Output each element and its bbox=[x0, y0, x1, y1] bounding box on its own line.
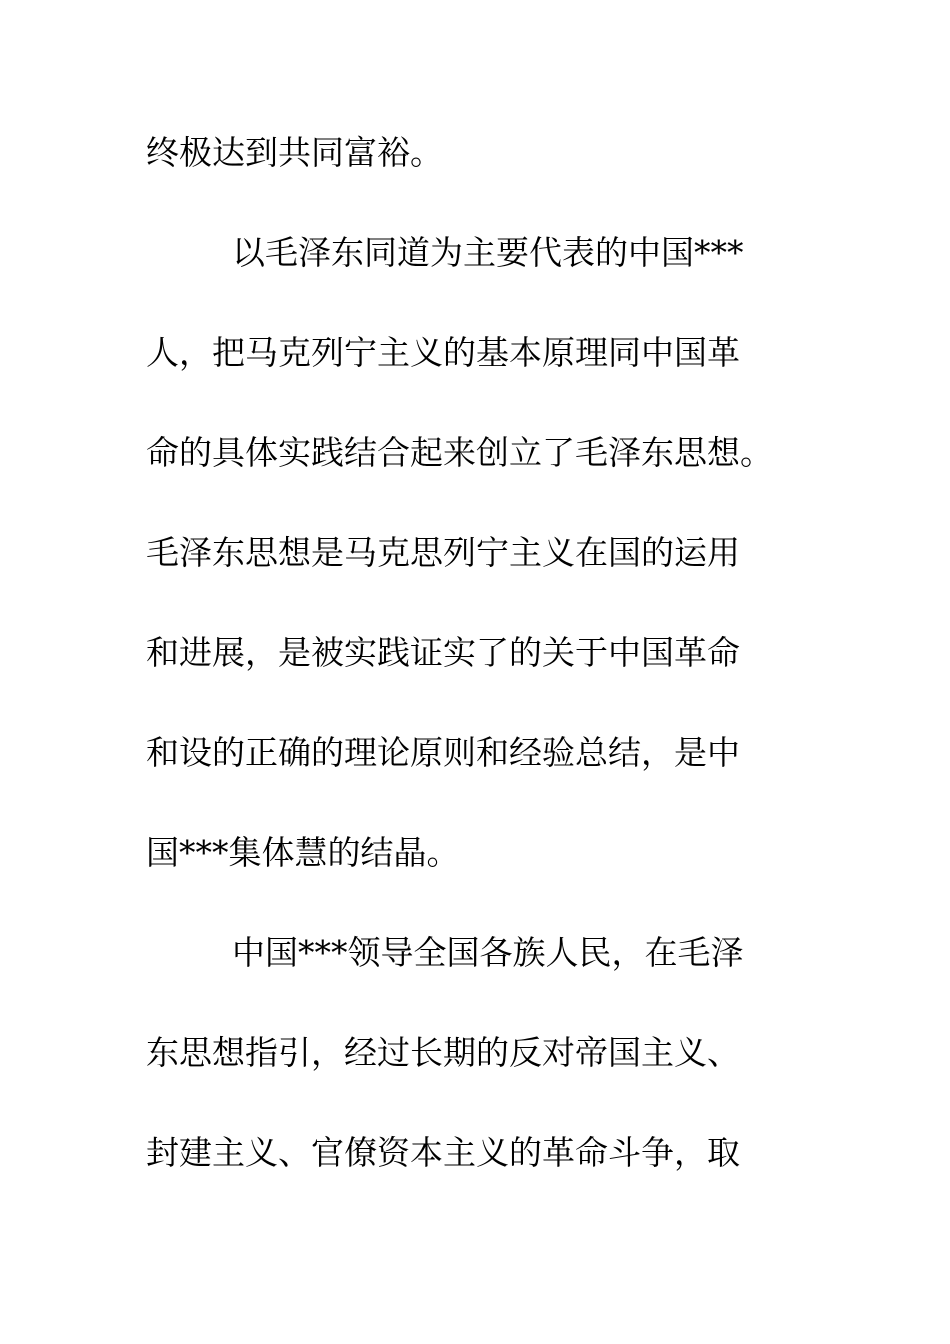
paragraph-first-line: 中国***领导全国各族人民，在毛泽 bbox=[232, 933, 744, 972]
text-line: 东思想指引，经过长期的反对帝国主义、 bbox=[146, 1033, 740, 1072]
text-line: 人，把马克列宁主义的基本原理同中国革 bbox=[146, 333, 740, 372]
text-line: 封建主义、官僚资本主义的革命斗争，取 bbox=[146, 1133, 740, 1172]
text-line: 终极达到共同富裕。 bbox=[146, 133, 443, 172]
text-line: 命的具体实践结合起来创立了毛泽东思想。 bbox=[146, 433, 773, 472]
text-line: 和进展，是被实践证实了的关于中国革命 bbox=[146, 633, 740, 672]
text-line: 国***集体慧的结晶。 bbox=[146, 833, 460, 872]
paragraph-first-line: 以毛泽东同道为主要代表的中国*** bbox=[232, 233, 744, 272]
text-line: 毛泽东思想是马克思列宁主义在国的运用 bbox=[146, 533, 740, 572]
text-line: 和设的正确的理论原则和经验总结，是中 bbox=[146, 733, 740, 772]
